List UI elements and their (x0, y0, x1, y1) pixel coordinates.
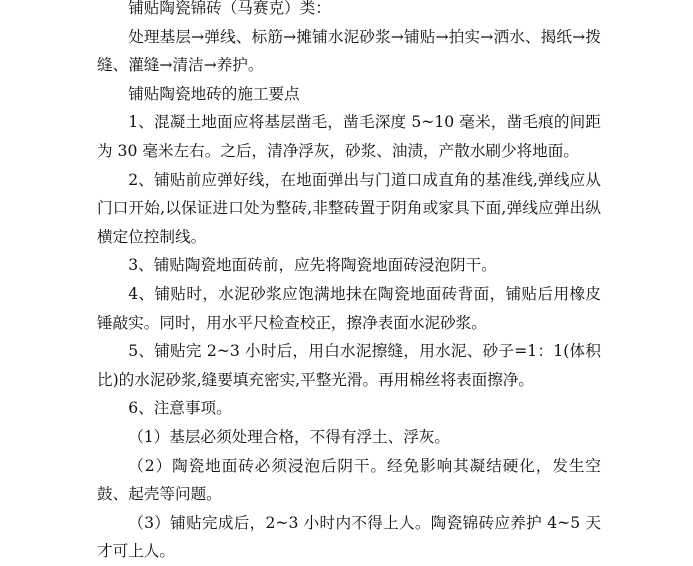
paragraph-step-4: 4、铺贴时，水泥砂浆应饱满地抹在陶瓷地面砖背面，铺贴后用橡皮锤敲实。同时，用水平尺检查校正，擦净表面水泥砂浆。 (97, 284, 601, 332)
section-heading-mosaic: 铺贴陶瓷锦砖（马赛克）类： (128, 0, 331, 17)
process-flow: 处理基层→弹线、标筋→摊铺水泥砂浆→铺贴→拍实→洒水、揭纸→拨缝、灌缝→清洁→养护。 (97, 27, 601, 75)
paragraph-step-2: 2、铺贴前应弹好线，在地面弹出与门道口成直角的基准线,弹线应从门口开始,以保证进口处为整砖,非整砖置于阴角或家具下面,弹线应弹出纵横定位控制线。 (97, 170, 601, 246)
note-2: （2）陶瓷地面砖必须浸泡后阴干。经免影响其凝结硬化，发生空鼓、起壳等问题。 (97, 456, 601, 504)
paragraph-step-5: 5、铺贴完 2~3 小时后，用白水泥擦缝，用水泥、砂子=1：1(体积比)的水泥砂浆,缝要填充密实,平整光滑。再用棉丝将表面擦净。 (97, 342, 601, 389)
paragraph-step-3: 3、铺贴陶瓷地面砖前，应先将陶瓷地面砖浸泡阴干。 (128, 256, 497, 275)
paragraph-step-6: 6、注意事项。 (128, 399, 232, 418)
document-body (97, 0, 601, 566)
paragraph-step-1: 1、混凝土地面应将基层凿毛，凿毛深度 5~10 毫米，凿毛痕的间距为 30 毫米左右。之后，清净浮灰，砂浆、油渍，产散水刷少将地面。 (97, 113, 601, 160)
section-heading-floor-tile: 铺贴陶瓷地砖的施工要点 (128, 84, 300, 103)
note-1: （1）基层必须处理合格，不得有浮土、浮灰。 (128, 427, 450, 446)
note-3: （3）铺贴完成后，2~3 小时内不得上人。陶瓷锦砖应养护 4~5 天才可上人。 (97, 513, 601, 561)
